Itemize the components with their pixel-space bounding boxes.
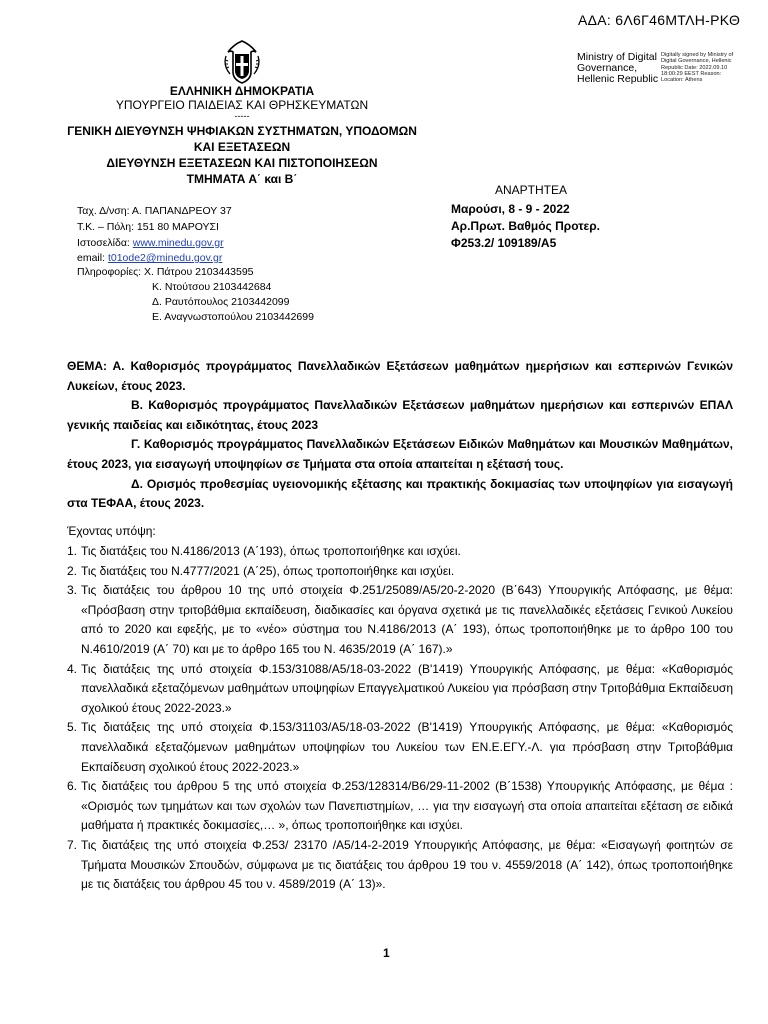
protocol-number: Φ253.2/ 109189/Α5 bbox=[451, 236, 557, 250]
address-contact-3: Δ. Ραυτόπουλος 2103442099 bbox=[152, 296, 290, 308]
item-number: 4. bbox=[67, 661, 78, 676]
header-separator: ----- bbox=[234, 111, 250, 121]
subject-block bbox=[67, 357, 733, 514]
item-number: 1. bbox=[67, 544, 78, 558]
list-item bbox=[67, 542, 733, 562]
item-text: Τις διατάξεις της υπό στοιχεία Φ.153/31103/Α5/18-03-2022 (Β'1419) Υπουργικής Απόφασης, με θέμα: «Καθορισμός πανελλαδικά εξεταζόμενων μαθημάτων υποψηφίων του Λυκείου των ΕΝ.Ε.ΕΓΥ.-Λ. για πρόσβαση στην Τριτοβάθμια Εκπαίδευση σχολικού έτους 2022-2023.» bbox=[81, 720, 733, 774]
greek-emblem-icon bbox=[221, 38, 263, 84]
considerations-list bbox=[67, 542, 733, 895]
address-contact-4: Ε. Αναγνωστοπούλου 2103442699 bbox=[152, 311, 314, 323]
header-general-directorate-cont: ΚΑΙ ΕΞΕΤΑΣΕΩΝ bbox=[193, 140, 291, 154]
email-label: email: bbox=[77, 252, 108, 264]
item-text: Τις διατάξεις του άρθρου 5 της υπό στοιχεία Φ.253/128314/Β6/29-11-2002 (Β΄1538) Υπουργικής Απόφασης, με θέμα : «Ορισμός των τμημάτων και των σχολών των Πανεπιστημίων, … για την εισαγωγή στα οποία απαιτείται εξέταση σε ειδικά μαθήματα ή πρακτικές δοκιμασίες,… », όπως τροποποιήθηκε και ισχύει. bbox=[81, 779, 733, 833]
considering-heading: Έχοντας υπόψη: bbox=[67, 524, 156, 538]
item-text: Τις διατάξεις του Ν.4777/2021 (Α΄25), όπως τροποποιήθηκε και ισχύει. bbox=[81, 563, 455, 578]
protocol-label: Αρ.Πρωτ. Βαθμός Προτερ. bbox=[451, 219, 601, 233]
item-text: Τις διατάξεις του άρθρου 10 της υπό στοιχεία Φ.251/25089/Α5/20-2-2020 (Β΄643) Υπουργικής Απόφασης, με θέμα: «Πρόσβαση στην τριτοβάθμια εκπαίδευση, διαδικασίες και όργανα σχετικά με τις πανελλαδικές εξετάσεις Γενικού Λυκείου από το 2020 και εφεξής, με το «νέο» σύστημα του Ν.4186/2013 (Α΄ 193), όπως τροποποιήθηκε με το άρθρο 100 του Ν.4610/2019 (Α΄ 70) και με το άρθρο 165 του Ν. 4635/2019 (Α΄ 167).» bbox=[81, 583, 733, 656]
header-general-directorate: ΓΕΝΙΚΗ ΔΙΕΥΘΥΝΣΗ ΨΗΦΙΑΚΩΝ ΣΥΣΤΗΜΑΤΩΝ, ΥΠΟΔΟΜΩΝ bbox=[67, 124, 417, 138]
signature-details: Digitally signed by Ministry of Digital Governance, Hellenic Republic Date: 2022.09.10 18:00:29 EEST Reason: Location: Athens bbox=[661, 52, 734, 84]
website-label: Ιστοσελίδα: bbox=[77, 237, 133, 249]
list-item bbox=[67, 660, 733, 719]
subject-b: Β. Καθορισμός προγράμματος Πανελλαδικών Εξετάσεων μαθημάτων ημερήσιων και εσπερινών ΕΠΑΛ γενικής παιδείας και ειδικότητας, έτους 2023 bbox=[67, 398, 733, 432]
subject-d: Δ. Ορισμός προθεσμίας υγειονομικής εξέτασης και πρακτικής δοκιμασίας των υποψηφίων για εισαγωγή στα ΤΕΦΑΑ, έτους 2023. bbox=[67, 476, 733, 511]
item-number: 7. bbox=[67, 837, 78, 852]
address-info: Πληροφορίες: Χ. Πάτρου 2103443595 bbox=[77, 266, 254, 278]
list-item bbox=[67, 581, 733, 659]
document-date: Μαρούσι, 8 - 9 - 2022 bbox=[451, 202, 570, 216]
item-text: Τις διατάξεις της υπό στοιχεία Φ.153/31088/Α5/18-03-2022 (Β'1419) Υπουργικής Απόφασης, με θέμα: «Καθορισμός πανελλαδικά εξεταζόμενων μαθημάτων υποψηφίων Επαγγελματικού Λυκείου για πρόσβαση στην Τριτοβάθμια Εκπαίδευση σχολικού έτους 2022-2023.» bbox=[81, 661, 733, 715]
email-link[interactable]: t01ode2@minedu.gov.gr bbox=[107, 252, 223, 264]
list-item bbox=[67, 777, 733, 836]
posting-flag: ΑΝΑΡΤΗΤΕΑ bbox=[495, 183, 568, 197]
header-ministry: ΥΠΟΥΡΓΕΙΟ ΠΑΙΔΕΙΑΣ ΚΑΙ ΘΡΗΣΚΕΥΜΑΤΩΝ bbox=[115, 98, 369, 112]
item-number: 5. bbox=[67, 720, 78, 735]
item-text: Τις διατάξεις της υπό στοιχεία Φ.253/ 23170 /Α5/14-2-2019 Υπουργικής Απόφασης, με θέμα: «Εισαγωγή φοιτητών σε Τμήματα Μουσικών Σπουδών, σύμφωνα με τις διατάξεις του άρθρου 19 του ν. 4559/2018 (Α΄ 142), όπως τροποποιήθηκε με τις διατάξεις του άρθρου 45 του ν. 4589/2019 (Α΄ 13)». bbox=[81, 837, 733, 892]
address-website bbox=[77, 236, 224, 251]
list-item bbox=[67, 562, 733, 582]
address-contact-2: Κ. Ντούτσου 2103442684 bbox=[152, 281, 272, 293]
list-item bbox=[67, 836, 733, 895]
item-number: 3. bbox=[67, 583, 78, 598]
item-number: 6. bbox=[67, 779, 78, 794]
header-directorate: ΔΙΕΥΘΥΝΣΗ ΕΞΕΤΑΣΕΩΝ ΚΑΙ ΠΙΣΤΟΠΟΙΗΣΕΩΝ bbox=[106, 156, 378, 170]
address-email bbox=[77, 251, 222, 266]
signature-title: Ministry of Digital Governance, Hellenic Republic bbox=[577, 51, 659, 85]
header-departments: ΤΜΗΜΑΤΑ Α΄ και Β΄ bbox=[186, 172, 298, 186]
address-postal: Τ.Κ. – Πόλη: 151 80 ΜΑΡΟΥΣΙ bbox=[77, 221, 219, 233]
ada-code: ΑΔΑ: 6Λ6Γ46ΜΤΛΗ-ΡΚΘ bbox=[578, 12, 741, 28]
page-number: 1 bbox=[383, 946, 390, 960]
header-country: ΕΛΛΗΝΙΚΗ ΔΗΜΟΚΡΑΤΙΑ bbox=[169, 84, 315, 98]
subject-a: ΘΕΜΑ: Α. Καθορισμός προγράμματος Πανελλαδικών Εξετάσεων μαθημάτων ημερήσιων και εσπερινών Γενικών Λυκείων, έτους 2023. bbox=[67, 359, 733, 393]
item-number: 2. bbox=[67, 563, 78, 578]
subject-c: Γ. Καθορισμός προγράμματος Πανελλαδικών Εξετάσεων Ειδικών Μαθημάτων και Μουσικών Μαθημάτων, έτους 2023, για εισαγωγή υποψηφίων σε Τμήματα στα οποία απαιτείται η εξέτασή τους. bbox=[67, 437, 733, 471]
address-street: Ταχ. Δ/νση: Α. ΠΑΠΑΝΔΡΕΟΥ 37 bbox=[77, 205, 232, 217]
item-text: Τις διατάξεις του Ν.4186/2013 (Α΄193), όπως τροποποιήθηκε και ισχύει. bbox=[81, 544, 461, 558]
website-link[interactable]: www.minedu.gov.gr bbox=[132, 237, 224, 249]
list-item bbox=[67, 718, 733, 777]
